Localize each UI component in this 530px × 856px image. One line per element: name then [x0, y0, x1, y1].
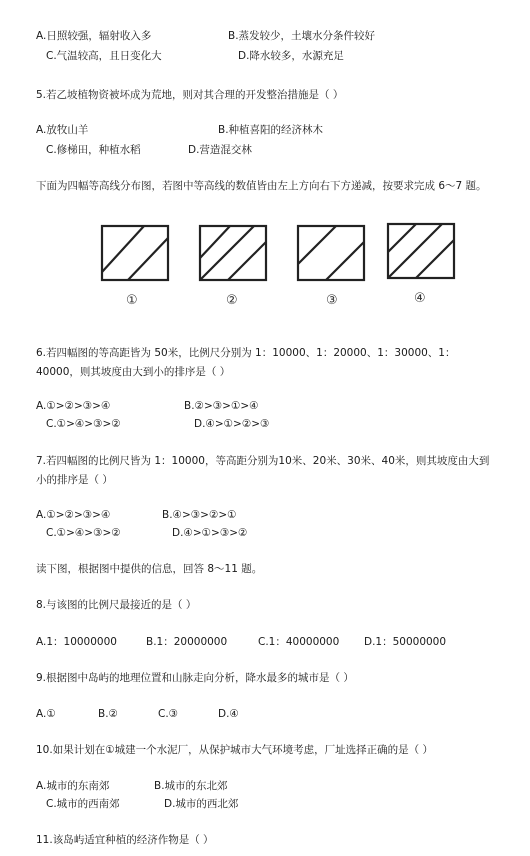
figure-1-label: ① [126, 293, 138, 308]
q5-option-c: C.修梯田，种植水稻 [46, 144, 141, 156]
q7-option-b: B.④>③>②>① [162, 509, 237, 521]
figure-2-label: ② [226, 293, 238, 308]
contour-figure-1 [100, 224, 172, 284]
q8-option-b: B.1：20000000 [146, 636, 228, 648]
q5-option-d: D.营造混交林 [188, 144, 252, 156]
figure-4-label: ④ [414, 291, 426, 306]
q11-stem: 11.该岛屿适宜种植的经济作物是（ ） [36, 834, 214, 846]
q8-option-a: A.1：10000000 [36, 636, 117, 648]
q10-option-a: A.城市的东南郊 [36, 780, 110, 792]
q6-option-c: C.①>④>③>② [46, 418, 121, 430]
q4-option-b: B.蒸发较少，土壤水分条件较好 [228, 30, 376, 42]
q9-option-c: C.③ [158, 708, 179, 720]
q9-stem: 9.根据图中岛屿的地理位置和山脉走向分析，降水最多的城市是（ ） [36, 672, 354, 684]
q7-option-a: A.①>②>③>④ [36, 509, 111, 521]
q6-option-d: D.④>①>②>③ [194, 418, 270, 430]
intro-6-7: 下面为四幅等高线分布图，若图中等高线的数值皆由左上方向右下方递减，按要求完成 6～7 题。 [36, 180, 487, 192]
q4-option-d: D.降水较多，水源充足 [238, 50, 344, 62]
q4-option-a: A.日照较强，辐射收入多 [36, 30, 152, 42]
contour-figure-2 [198, 224, 270, 284]
q10-option-c: C.城市的西南郊 [46, 798, 120, 810]
q10-option-b: B.城市的东北郊 [154, 780, 228, 792]
q9-option-d: D.④ [218, 708, 239, 720]
q9-option-b: B.② [98, 708, 118, 720]
q5-option-b: B.种植喜阳的经济林木 [218, 124, 324, 136]
q7-option-d: D.④>①>③>② [172, 527, 248, 539]
contour-figure-3 [296, 224, 368, 284]
q7-stem: 7.若四幅图的比例尺皆为 1：10000，等高距分别为10米、20米、30米、40米，则其坡度由大到小的排序是（ ） [36, 455, 490, 486]
q8-option-d: D.1：50000000 [364, 636, 447, 648]
q9-option-a: A.① [36, 708, 56, 720]
q6-option-b: B.②>③>①>④ [184, 400, 259, 412]
q10-stem: 10.如果计划在①城建一个水泥厂，从保护城市大气环境考虑，厂址选择正确的是（ ） [36, 744, 433, 756]
q6-stem: 6.若四幅图的等高距皆为 50米，比例尺分别为 1：10000、1：20000、1：30000、1：40000，则其坡度由大到小的排序是（ ） [36, 347, 456, 378]
figure-3-label: ③ [326, 293, 338, 308]
q10-option-d: D.城市的西北郊 [164, 798, 239, 810]
contour-figure-4 [386, 222, 458, 282]
q4-option-c: C.气温较高，且日变化大 [46, 50, 162, 62]
q6-option-a: A.①>②>③>④ [36, 400, 111, 412]
q8-option-c: C.1：40000000 [258, 636, 340, 648]
intro-8-11: 读下图，根据图中提供的信息，回答 8～11 题。 [36, 563, 263, 575]
q8-stem: 8.与该图的比例尺最接近的是（ ） [36, 599, 197, 611]
q5-option-a: A.放牧山羊 [36, 124, 89, 136]
q5-stem: 5.若乙坡植物资被坏成为荒地，则对其合理的开发整治措施是（ ） [36, 89, 344, 101]
q7-option-c: C.①>④>③>② [46, 527, 121, 539]
